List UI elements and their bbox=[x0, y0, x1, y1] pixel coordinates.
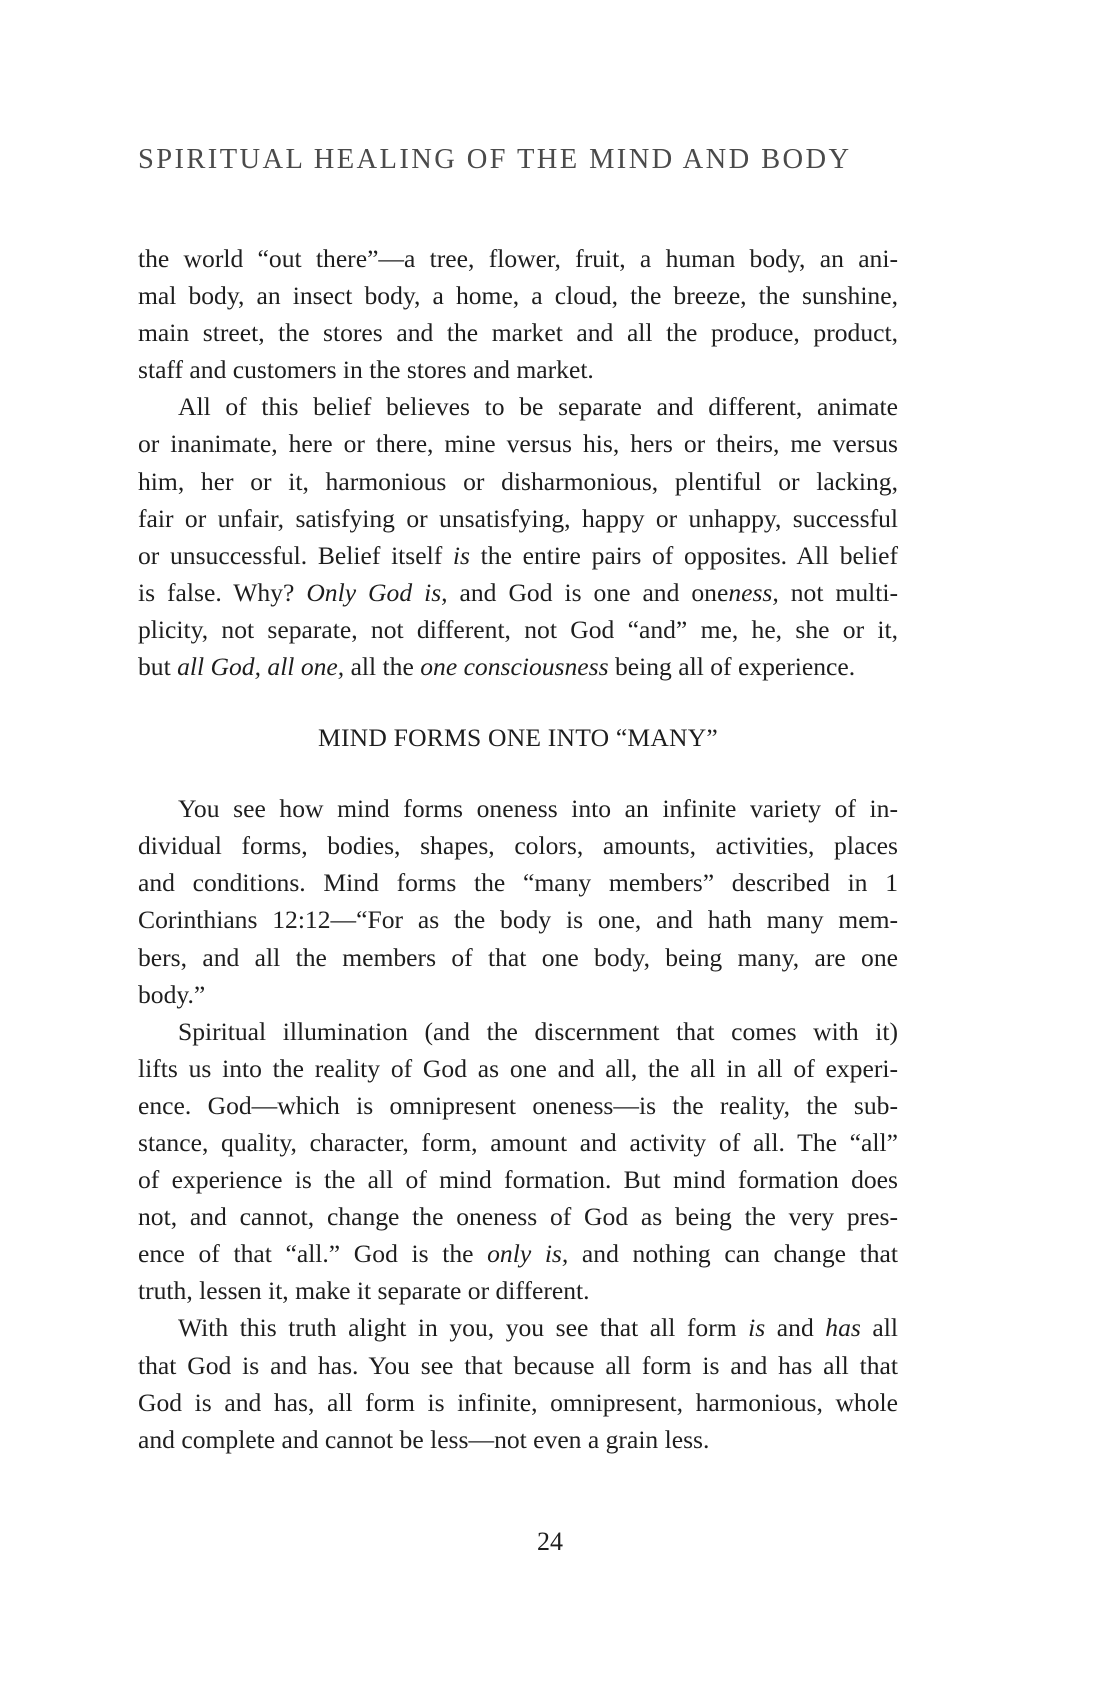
text-line: is false. Why? Only God is, and God is one and oneness, not multi- bbox=[138, 577, 898, 607]
text-line: With this truth alight in you, you see that all form is and has all bbox=[178, 1313, 898, 1343]
text-line: truth, lessen it, make it separate or different. bbox=[138, 1276, 590, 1306]
paragraph bbox=[138, 790, 898, 1013]
text-line: or unsuccessful. Belief itself is the entire pairs of opposites. All belief bbox=[138, 540, 898, 570]
text-line: Spiritual illumination (and the discernment that comes with it) bbox=[178, 1016, 898, 1046]
text-line: not, and cannot, change the oneness of God as being the very pres- bbox=[138, 1202, 898, 1232]
text-line: main street, the stores and the market and all the produce, product, bbox=[138, 318, 898, 348]
text-line: and conditions. Mind forms the “many members” described in 1 bbox=[138, 868, 898, 898]
paragraph bbox=[138, 1309, 898, 1457]
text-line: You see how mind forms oneness into an infinite variety of in- bbox=[178, 794, 898, 824]
section-heading: MIND FORMS ONE INTO “MANY” bbox=[317, 723, 718, 753]
text-line: plicity, not separate, not different, not God “and” me, he, she or it, bbox=[138, 614, 898, 644]
text-line: bers, and all the members of that one body, being many, are one bbox=[138, 942, 898, 972]
text-line: him, her or it, harmonious or disharmonious, plentiful or lacking, bbox=[138, 466, 898, 496]
text-line: that God is and has. You see that because all form is and has all that bbox=[138, 1350, 898, 1380]
text-line: staff and customers in the stores and market. bbox=[138, 355, 594, 385]
text-line: ence of that “all.” God is the only is, and nothing can change that bbox=[138, 1239, 898, 1269]
text-line: or inanimate, here or there, mine versus his, hers or theirs, me versus bbox=[138, 429, 898, 459]
text-line: God is and has, all form is infinite, omnipresent, harmonious, whole bbox=[138, 1387, 898, 1417]
text-line: of experience is the all of mind formation. But mind formation does bbox=[138, 1165, 898, 1195]
paragraph bbox=[138, 240, 898, 388]
text-line: body.” bbox=[138, 979, 206, 1009]
running-head: SPIRITUAL HEALING OF THE MIND AND BODY bbox=[138, 144, 852, 175]
text-line: All of this belief believes to be separate and different, animate bbox=[178, 392, 898, 422]
text-line: stance, quality, character, form, amount and activity of all. The “all” bbox=[138, 1127, 898, 1157]
text-line: and complete and cannot be less—not even a grain less. bbox=[138, 1424, 710, 1454]
paragraph bbox=[138, 1013, 898, 1310]
body-text bbox=[138, 240, 898, 1458]
text-line: Corinthians 12:12—“For as the body is one, and hath many mem- bbox=[138, 905, 898, 935]
page-number: 24 bbox=[537, 1527, 563, 1556]
text-line: mal body, an insect body, a home, a cloud, the breeze, the sunshine, bbox=[138, 281, 898, 311]
paragraph bbox=[138, 388, 898, 685]
text-line: the world “out there”—a tree, flower, fruit, a human body, an ani- bbox=[138, 244, 898, 273]
text-line: fair or unfair, satisfying or unsatisfying, happy or unhappy, successful bbox=[138, 503, 898, 533]
text-line: dividual forms, bodies, shapes, colors, amounts, activities, places bbox=[138, 831, 898, 861]
text-line: but all God, all one, all the one consciousness being all of experience. bbox=[138, 652, 856, 682]
text-line: ence. God—which is omnipresent oneness—is the reality, the sub- bbox=[138, 1090, 898, 1120]
text-line: lifts us into the reality of God as one and all, the all in all of experi- bbox=[138, 1053, 898, 1083]
